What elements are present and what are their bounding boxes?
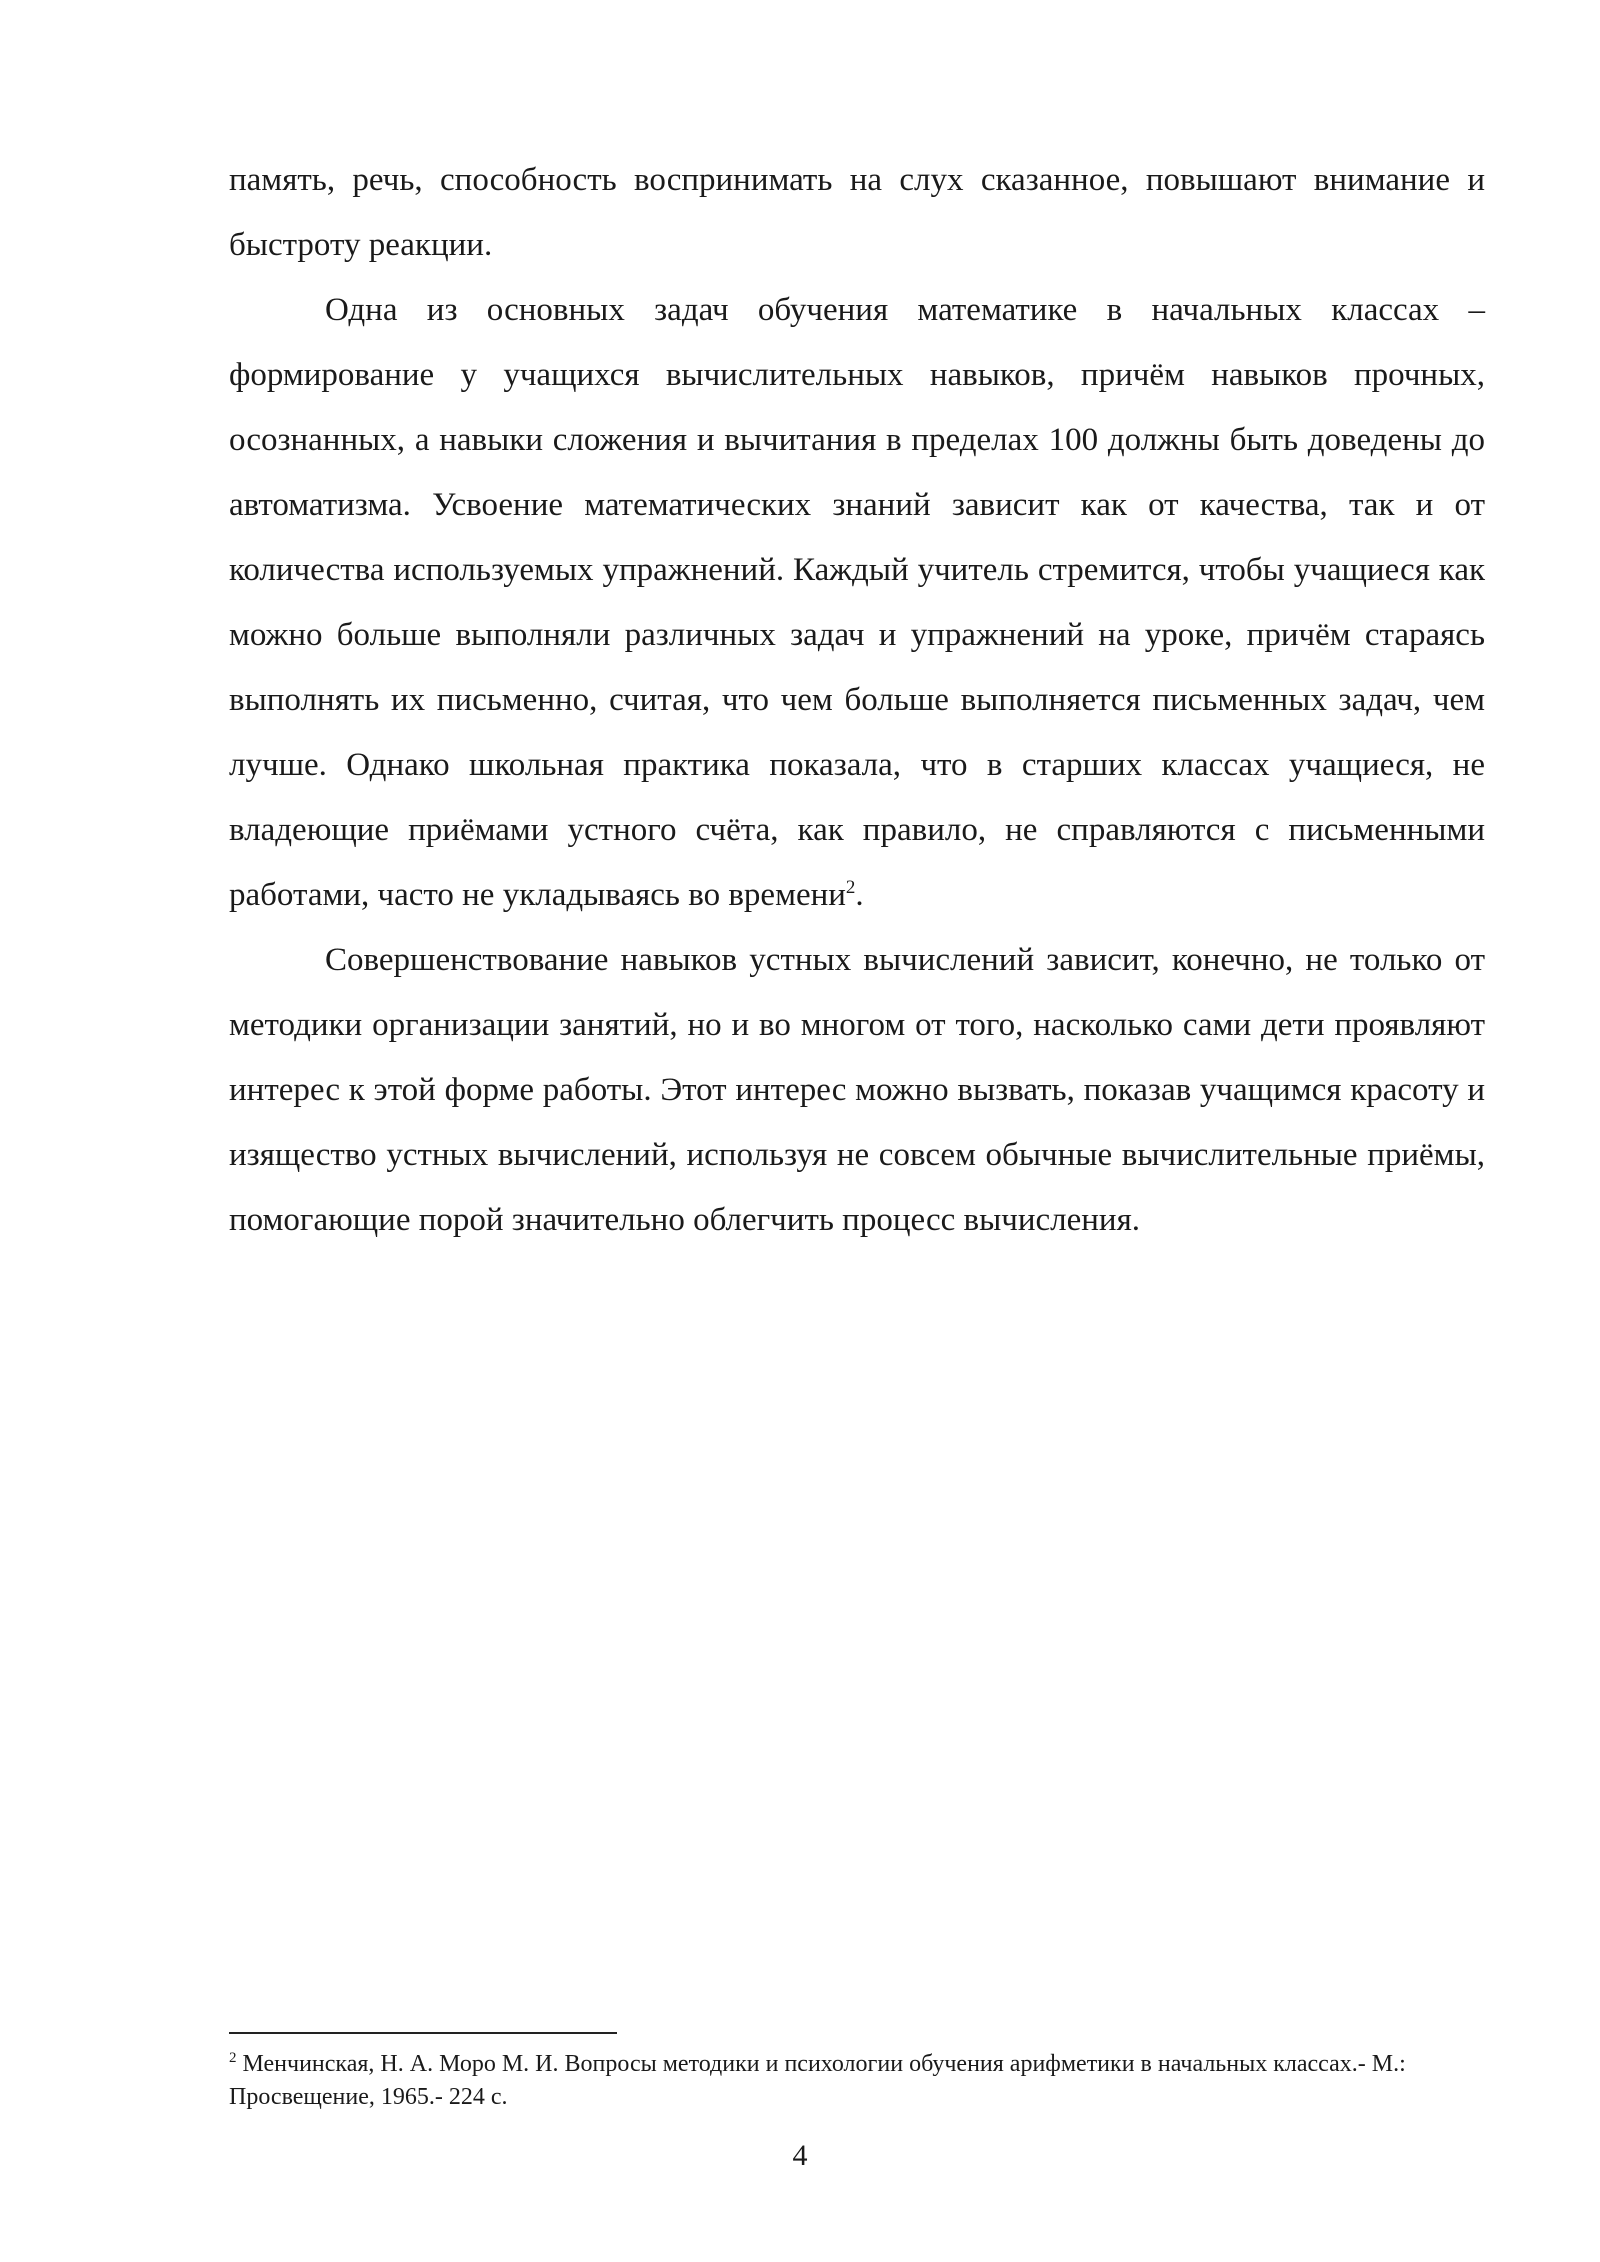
footnote-number: 2 [229, 2050, 237, 2066]
paragraph-2 [229, 278, 1485, 928]
paragraph-2-end: . [855, 877, 864, 913]
paragraph-1 [229, 148, 1485, 278]
footnote [229, 2048, 1485, 2114]
paragraph-3-text: Совершенствование навыков устных вычислений зависит, конечно, не только от методики организации занятий, но и во многом от того, насколько сами дети проявляют интерес к этой форме работы. Этот интерес можно вызвать, показав учащимся красоту и изящество устных вычислений, используя не совсем обычные вычислительные приёмы, помогающие порой значительно облегчить процесс вычисления. [229, 942, 1485, 1238]
paragraph-3 [229, 928, 1485, 1253]
footnote-separator [229, 2032, 617, 2034]
page-number: 4 [792, 2139, 808, 2172]
footnote-reference[interactable]: 2 [845, 877, 856, 898]
paragraph-1-text: память, речь, способность воспринимать на слух сказанное, повышают внимание и быстроту реакции. [229, 162, 1485, 263]
footnote-text: Менчинская, Н. А. Моро М. И. Вопросы методики и психологии обучения арифметики в начальных классах.- М.: Просвещение, 1965.- 224 с. [229, 2051, 1406, 2110]
body-text [229, 148, 1485, 1253]
paragraph-2-text: Одна из основных задач обучения математике в начальных классах – формирование у учащихся вычислительных навыков, причём навыков прочных, осознанных, а навыки сложения и вычитания в пределах 100 должны быть доведены до автоматизма. Усвоение математических знаний зависит как от качества, так и от количества используемых упражнений. Каждый учитель стремится, чтобы учащиеся как можно больше выполняли различных задач и упражнений на уроке, причём стараясь выполнять их письменно, считая, что чем больше выполняется письменных задач, чем лучше. Однако школьная практика показала, что в старших классах учащиеся, не владеющие приёмами устного счёта, как правило, не справляются с письменными работами, часто не укладываясь во времени [229, 292, 1485, 913]
